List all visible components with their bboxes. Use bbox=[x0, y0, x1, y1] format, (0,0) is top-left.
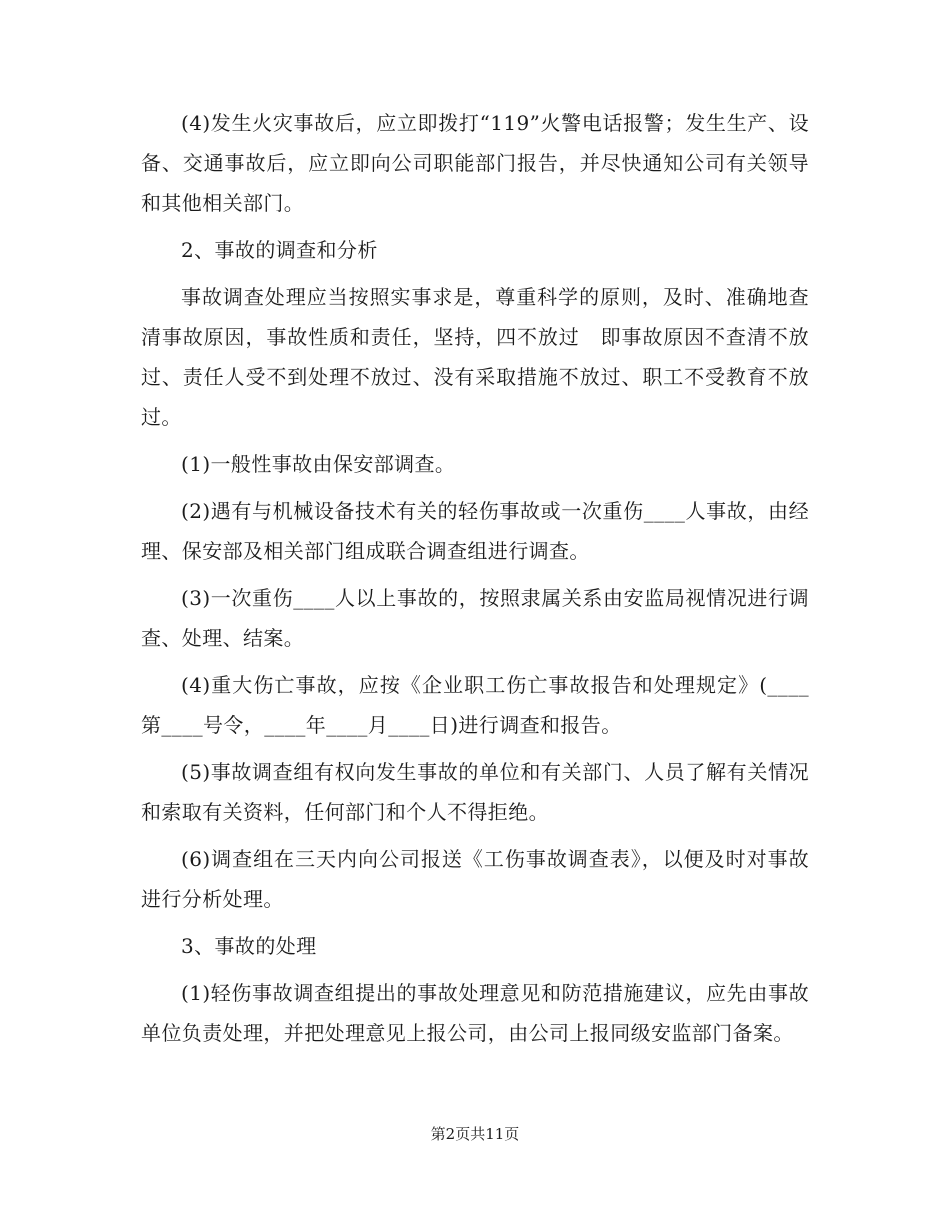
document-body bbox=[141, 103, 809, 1060]
section-heading-investigation: 2、事故的调查和分析 bbox=[181, 238, 378, 262]
paragraph-fire-accident-report: (4)发生火灾事故后，应立即拨打“119”火警电话报警；发生生产、设备、交通事故后，应立即向公司职能部门报告，并尽快通知公司有关领导和其他相关部门。 bbox=[141, 111, 809, 215]
page-number: 第2页共11页 bbox=[430, 1125, 520, 1143]
paragraph-item-1: (1)一般性事故由保安部调查。 bbox=[181, 452, 456, 476]
paragraph-item-2: (2)遇有与机械设备技术有关的轻伤事故或一次重伤____人事故，由经理、保安部及相关部门组成联合调查组进行调查。 bbox=[141, 499, 809, 563]
section-heading-handling: 3、事故的处理 bbox=[181, 934, 317, 958]
paragraph-item-4: (4)重大伤亡事故，应按《企业职工伤亡事故报告和处理规定》(____第____号令，____年____月____日)进行调查和报告。 bbox=[141, 673, 809, 737]
paragraph-item-5: (5)事故调查组有权向发生事故的单位和有关部门、人员了解有关情况和索取有关资料，任何部门和个人不得拒绝。 bbox=[141, 760, 809, 824]
paragraph-item-3: (3)一次重伤____人以上事故的，按照隶属关系由安监局视情况进行调查、处理、结案。 bbox=[141, 586, 809, 650]
paragraph-handling-item-1: (1)轻伤事故调查组提出的事故处理意见和防范措施建议，应先由事故单位负责处理，并把处理意见上报公司，由公司上报同级安监部门备案。 bbox=[141, 981, 809, 1045]
paragraph-investigation-principle: 事故调查处理应当按照实事求是，尊重科学的原则，及时、准确地查清事故原因，事故性质和责任，坚持，四不放过 即事故原因不查清不放过、责任人受不到处理不放过、没有采取措施不放过、职工不受教育不放过。 bbox=[141, 285, 809, 429]
paragraph-item-6: (6)调查组在三天内向公司报送《工伤事故调查表》，以便及时对事故进行分析处理。 bbox=[141, 847, 809, 911]
